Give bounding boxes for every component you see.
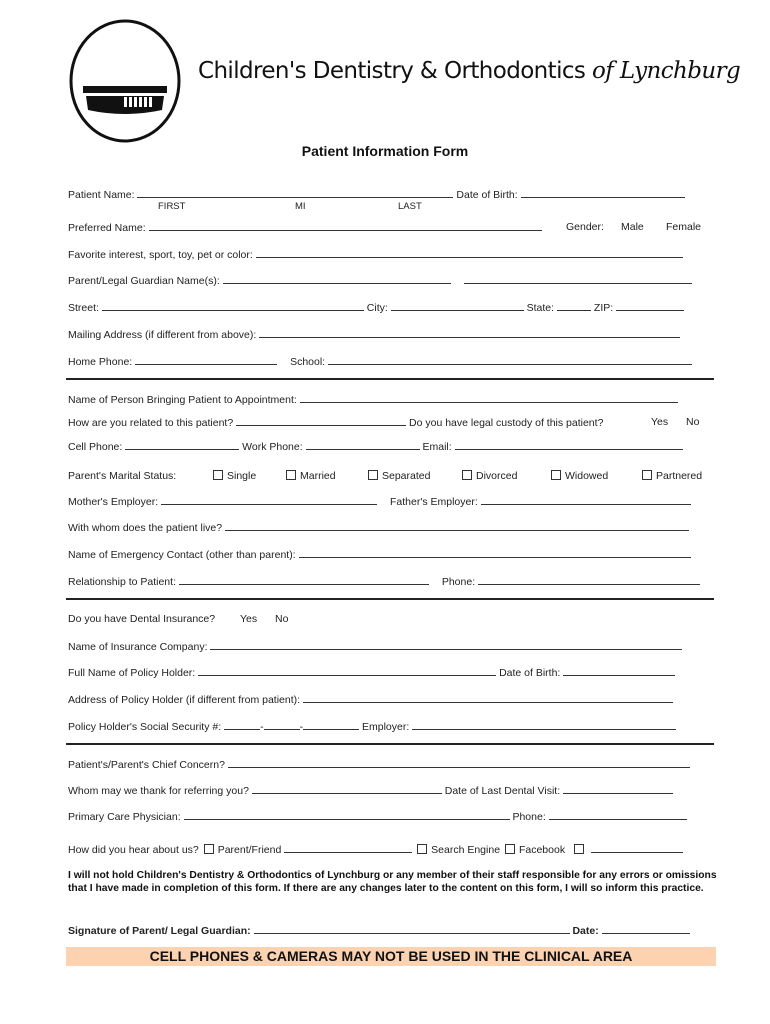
favorite-row: [68, 248, 683, 262]
checkbox-icon[interactable]: [204, 844, 214, 854]
patient-name-field[interactable]: [137, 188, 453, 198]
signature-date-field[interactable]: [602, 924, 690, 934]
school-field[interactable]: [328, 355, 692, 365]
marital-widowed-option[interactable]: [551, 470, 608, 483]
lives-with-row: [68, 521, 689, 535]
checkbox-icon[interactable]: [213, 470, 223, 480]
home-phone-label: Home Phone:: [68, 356, 133, 368]
marital-status-label: Parent's Marital Status:: [68, 470, 177, 482]
hear-facebook-option[interactable]: Facebook: [518, 844, 566, 856]
section-divider-3: [66, 743, 714, 745]
preferred-name-label: Preferred Name:: [68, 222, 146, 234]
clinic-name-main: Children's Dentistry & Orthodontics: [198, 58, 593, 84]
work-phone-field[interactable]: [306, 440, 420, 450]
hear-parent-friend-field[interactable]: [284, 843, 412, 853]
chief-concern-row: [68, 758, 690, 772]
holder-employer-label: Employer:: [362, 721, 410, 733]
checkbox-icon[interactable]: [642, 470, 652, 480]
option-label: Married: [300, 470, 336, 482]
dob-field[interactable]: [521, 188, 685, 198]
physician-label: Primary Care Physician:: [68, 811, 181, 823]
checkbox-icon[interactable]: [574, 844, 584, 854]
checkbox-icon[interactable]: [286, 470, 296, 480]
holder-address-field[interactable]: [303, 693, 673, 703]
marital-single-option[interactable]: [213, 470, 256, 483]
clinic-logo: [68, 18, 183, 144]
insurance-yes-option[interactable]: Yes: [240, 613, 258, 625]
policy-holder-label: Full Name of Policy Holder:: [68, 667, 196, 679]
ssn-field-2[interactable]: [264, 720, 300, 730]
home-phone-field[interactable]: [135, 355, 277, 365]
referral-label: Whom may we thank for referring you?: [68, 785, 249, 797]
bringing-field[interactable]: [300, 393, 678, 403]
chief-concern-field[interactable]: [228, 758, 690, 768]
physician-phone-label: Phone:: [512, 811, 546, 823]
guardian-row: [68, 274, 692, 288]
disclaimer-text: I will not hold Children's Dentistry & Orthodontics of Lynchburg or any member of their staff responsible for any errors or omissions that I have made in completion of this form. If there are any changes later to the content on this form, I will so inform this practice.: [68, 870, 717, 894]
cell-phone-label: Cell Phone:: [68, 441, 123, 453]
relationship-row: [68, 575, 700, 589]
preferred-name-field[interactable]: [149, 221, 542, 231]
favorite-field[interactable]: [256, 248, 683, 258]
relationship-field[interactable]: [179, 575, 429, 585]
hear-search-engine-option[interactable]: Search Engine: [431, 844, 501, 856]
guardian-label: Parent/Legal Guardian Name(s):: [68, 275, 220, 287]
mother-employer-field[interactable]: [161, 495, 377, 505]
referral-field[interactable]: [252, 784, 442, 794]
related-field[interactable]: [236, 416, 406, 426]
street-field[interactable]: [102, 301, 364, 311]
tooth-chair-logo-icon: [68, 18, 183, 144]
mailing-row: [68, 328, 680, 342]
hear-parent-friend-option[interactable]: Parent/Friend: [217, 844, 282, 856]
father-employer-label: Father's Employer:: [389, 496, 478, 508]
gender-male-option[interactable]: Male: [621, 221, 644, 233]
first-sublabel: FIRST: [158, 201, 186, 212]
work-phone-label: Work Phone:: [242, 441, 303, 453]
relation-row: [68, 416, 603, 430]
zip-field[interactable]: [616, 301, 684, 311]
signature-date-label: Date:: [572, 925, 599, 937]
email-field[interactable]: [455, 440, 683, 450]
signature-label: Signature of Parent/ Legal Guardian:: [68, 925, 251, 937]
state-label: State:: [526, 302, 555, 314]
emergency-row: [68, 548, 691, 562]
policy-holder-row: [68, 666, 675, 680]
insurance-company-row: [68, 640, 682, 654]
favorite-label: Favorite interest, sport, toy, pet or color:: [68, 249, 253, 261]
option-label: Single: [227, 470, 257, 482]
mother-employer-label: Mother's Employer:: [68, 496, 159, 508]
emergency-label: Name of Emergency Contact (other than parent):: [68, 549, 296, 561]
email-label: Email:: [422, 441, 452, 453]
ssn-field-3[interactable]: [303, 720, 359, 730]
option-label: Widowed: [565, 470, 609, 482]
checkbox-icon[interactable]: [462, 470, 472, 480]
bringing-row: [68, 393, 678, 407]
custody-yes-option[interactable]: Yes: [651, 416, 669, 428]
last-visit-field[interactable]: [563, 784, 673, 794]
insurance-no-option[interactable]: No: [275, 613, 289, 625]
street-label: Street:: [68, 302, 99, 314]
marital-divorced-option[interactable]: [462, 470, 517, 483]
dob-label: Date of Birth:: [456, 189, 518, 201]
emergency-phone-field[interactable]: [478, 575, 700, 585]
last-visit-label: Date of Last Dental Visit:: [444, 785, 561, 797]
school-label: School:: [290, 356, 326, 368]
last-sublabel: LAST: [398, 201, 422, 212]
emergency-phone-label: Phone:: [441, 576, 476, 588]
physician-row: [68, 810, 687, 824]
form-title: Patient Information Form: [301, 143, 469, 159]
ssn-row: Policy Holder's Social Security #: - - Employer:: [68, 720, 676, 734]
patient-name-label: Patient Name:: [68, 189, 135, 201]
city-label: City:: [366, 302, 388, 314]
guardian-field-1[interactable]: [223, 274, 451, 284]
holder-employer-field[interactable]: [412, 720, 676, 730]
address-row: [68, 301, 684, 315]
preferred-name-row: [68, 221, 542, 235]
mailing-field[interactable]: [259, 328, 680, 338]
relationship-label: Relationship to Patient:: [68, 576, 176, 588]
hear-about-label: How did you hear about us?: [68, 844, 199, 856]
section-divider-2: [66, 598, 714, 600]
policy-holder-field[interactable]: [198, 666, 496, 676]
marital-separated-option[interactable]: [368, 470, 430, 483]
checkbox-icon[interactable]: [368, 470, 378, 480]
referral-row: [68, 784, 673, 798]
city-field[interactable]: [391, 301, 524, 311]
related-label: How are you related to this patient?: [68, 417, 234, 429]
checkbox-icon[interactable]: [551, 470, 561, 480]
physician-phone-field[interactable]: [549, 810, 687, 820]
hear-about-row: [68, 843, 683, 857]
ssn-label: Policy Holder's Social Security #:: [68, 721, 222, 733]
gender-female-option[interactable]: Female: [666, 221, 702, 233]
clinic-name-italic: of Lynchburg: [592, 58, 741, 84]
emergency-field[interactable]: [299, 548, 691, 558]
hear-other-field[interactable]: [591, 843, 683, 853]
cell-phone-warning-banner: CELL PHONES & CAMERAS MAY NOT BE USED IN THE CLINICAL AREA: [66, 947, 716, 966]
holder-dob-label: Date of Birth:: [499, 667, 561, 679]
gender-label: Gender:: [566, 221, 604, 233]
signature-field[interactable]: [254, 924, 570, 934]
guardian-field-2[interactable]: [464, 274, 692, 284]
employer-row: [68, 495, 691, 509]
holder-address-label: Address of Policy Holder (if different from patient):: [68, 694, 301, 706]
section-divider-1: [66, 378, 714, 380]
state-field[interactable]: [557, 301, 591, 311]
holder-address-row: [68, 693, 673, 707]
custody-label: Do you have legal custody of this patient?: [409, 417, 604, 429]
insurance-company-label: Name of Insurance Company:: [68, 641, 208, 653]
custody-no-option[interactable]: No: [686, 416, 700, 428]
marital-married-option[interactable]: [286, 470, 336, 483]
mailing-label: Mailing Address (if different from above):: [68, 329, 257, 341]
mi-sublabel: MI: [295, 201, 306, 212]
contact-row: [68, 440, 683, 454]
bringing-label: Name of Person Bringing Patient to Appointment:: [68, 394, 297, 406]
home-phone-row: [68, 355, 692, 369]
lives-with-field[interactable]: [225, 521, 689, 531]
zip-label: ZIP:: [593, 302, 614, 314]
insurance-question: Do you have Dental Insurance?: [68, 613, 216, 625]
option-label: Divorced: [476, 470, 518, 482]
insurance-company-field[interactable]: [210, 640, 682, 650]
holder-dob-field[interactable]: [563, 666, 675, 676]
option-label: Partnered: [656, 470, 703, 482]
chief-concern-label: Patient's/Parent's Chief Concern?: [68, 759, 225, 771]
option-label: Separated: [382, 470, 431, 482]
lives-with-label: With whom does the patient live?: [68, 522, 223, 534]
patient-name-row: [68, 188, 685, 202]
clinic-name: [198, 58, 740, 84]
checkbox-icon[interactable]: [505, 844, 515, 854]
physician-field[interactable]: [184, 810, 510, 820]
father-employer-field[interactable]: [481, 495, 691, 505]
ssn-field-1[interactable]: [224, 720, 260, 730]
cell-phone-field[interactable]: [125, 440, 239, 450]
signature-row: [68, 924, 690, 938]
checkbox-icon[interactable]: [417, 844, 427, 854]
marital-partnered-option[interactable]: [642, 470, 702, 483]
